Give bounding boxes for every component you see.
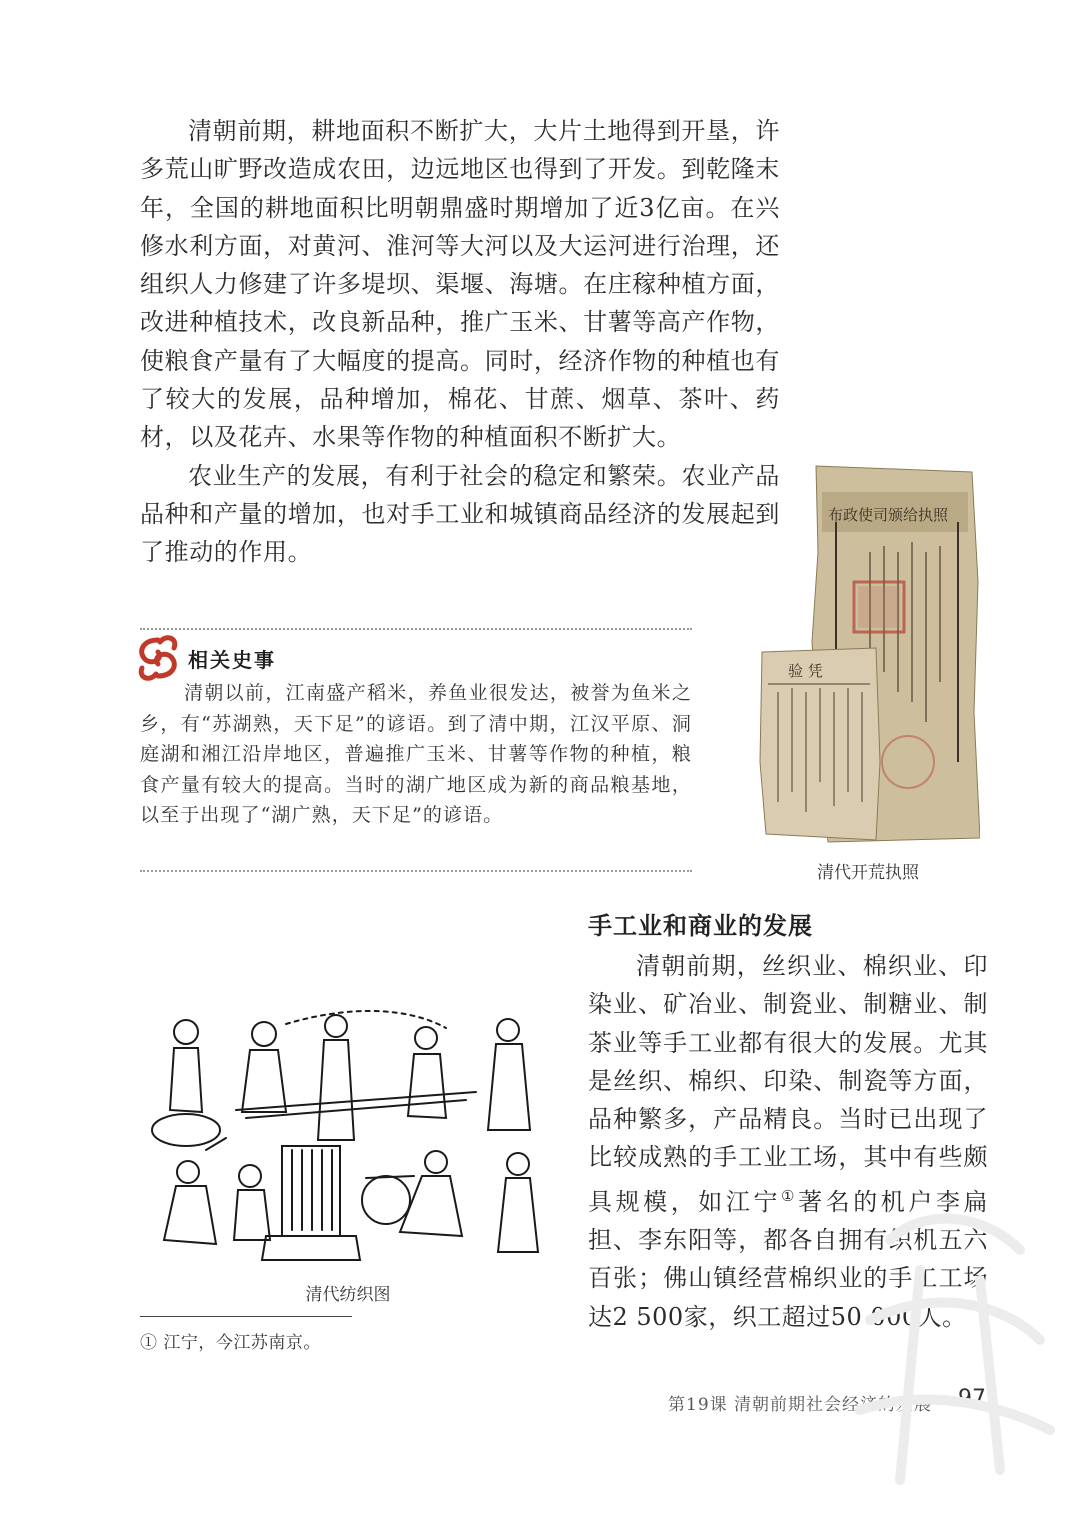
photo-caption: 清代开荒执照: [817, 863, 919, 883]
page-number: 97: [958, 1386, 986, 1411]
main-text: [140, 112, 780, 572]
section-text-part-2: 著名的机户李扁担、李东阳等，都各自拥有织机五六百张；佛山镇经营棉织业的手工工场达2 500家，织工超过50 000人。: [588, 1187, 989, 1331]
sub-document-text: 验 凭: [788, 662, 823, 680]
paragraph-1: 清朝前期，耕地面积不断扩大，大片土地得到开垦，许多荒山旷野改造成农田，边远地区也得到了开发。到乾隆末年，全国的耕地面积比明朝鼎盛时期增加了近3亿亩。在兴修水利方面，对黄河、淮河等大河以及大运河进行治理，还组织人力修建了许多堤坝、渠堰、海塘。在庄稼种植方面，改进种植技术，改良新品种，推广玉米、甘薯等高产作物，使粮食产量有了大幅度的提高。同时，经济作物的种植也有了较大的发展，品种增加，棉花、甘蔗、烟草、茶叶、药材，以及花卉、水果等作物的种植面积不断扩大。: [140, 117, 780, 452]
land-reclamation-license-photo: [758, 462, 980, 844]
bottom-dotted-divider: [140, 870, 692, 872]
paragraph-2: 农业生产的发展，有利于社会的稳定和繁荣。农业产品品种和产量的增加，也对手工业和城镇商品经济的发展起到了推动的作用。: [140, 461, 780, 567]
section-text-part-1: 清朝前期，丝织业、棉织业、印染业、矿冶业、制瓷业、制糖业、制茶业等手工业都有很大的发展。尤其是丝织、棉织、印染、制瓷等方面，品种繁多，产品精良。当时已出现了比较成熟的手工业工场，其中有些颇具规模，如江宁: [588, 952, 988, 1216]
related-history-body: 清朝以前，江南盛产稻米，养鱼业很发达，被誉为鱼米之乡，有“苏湖熟，天下足”的谚语。到了清中期，江汉平原、洞庭湖和湘江沿岸地区，普遍推广玉米、甘薯等作物的种植，粮食产量有较大的提高。当时的湖广地区成为新的商品粮基地，以至于出现了“湖广熟，天下足”的谚语。: [140, 682, 692, 826]
top-dotted-divider: [140, 628, 692, 630]
footnote-marker: ①: [781, 1186, 799, 1205]
seal-text: 布政使司颁给执照: [828, 506, 949, 524]
illustration-caption: 清代纺织图: [305, 1285, 391, 1305]
section-heading: 手工业和商业的发展: [588, 912, 813, 940]
related-history-box: [140, 628, 692, 872]
footnote: ① 江宁，今江苏南京。: [140, 1333, 321, 1353]
textile-illustration: [146, 1000, 550, 1272]
footnote-rule: [140, 1316, 352, 1317]
section-text: [588, 947, 988, 1336]
related-history-title: 相关史事: [188, 648, 276, 672]
running-head: 第19课 清朝前期社会经济的发展: [668, 1395, 933, 1415]
